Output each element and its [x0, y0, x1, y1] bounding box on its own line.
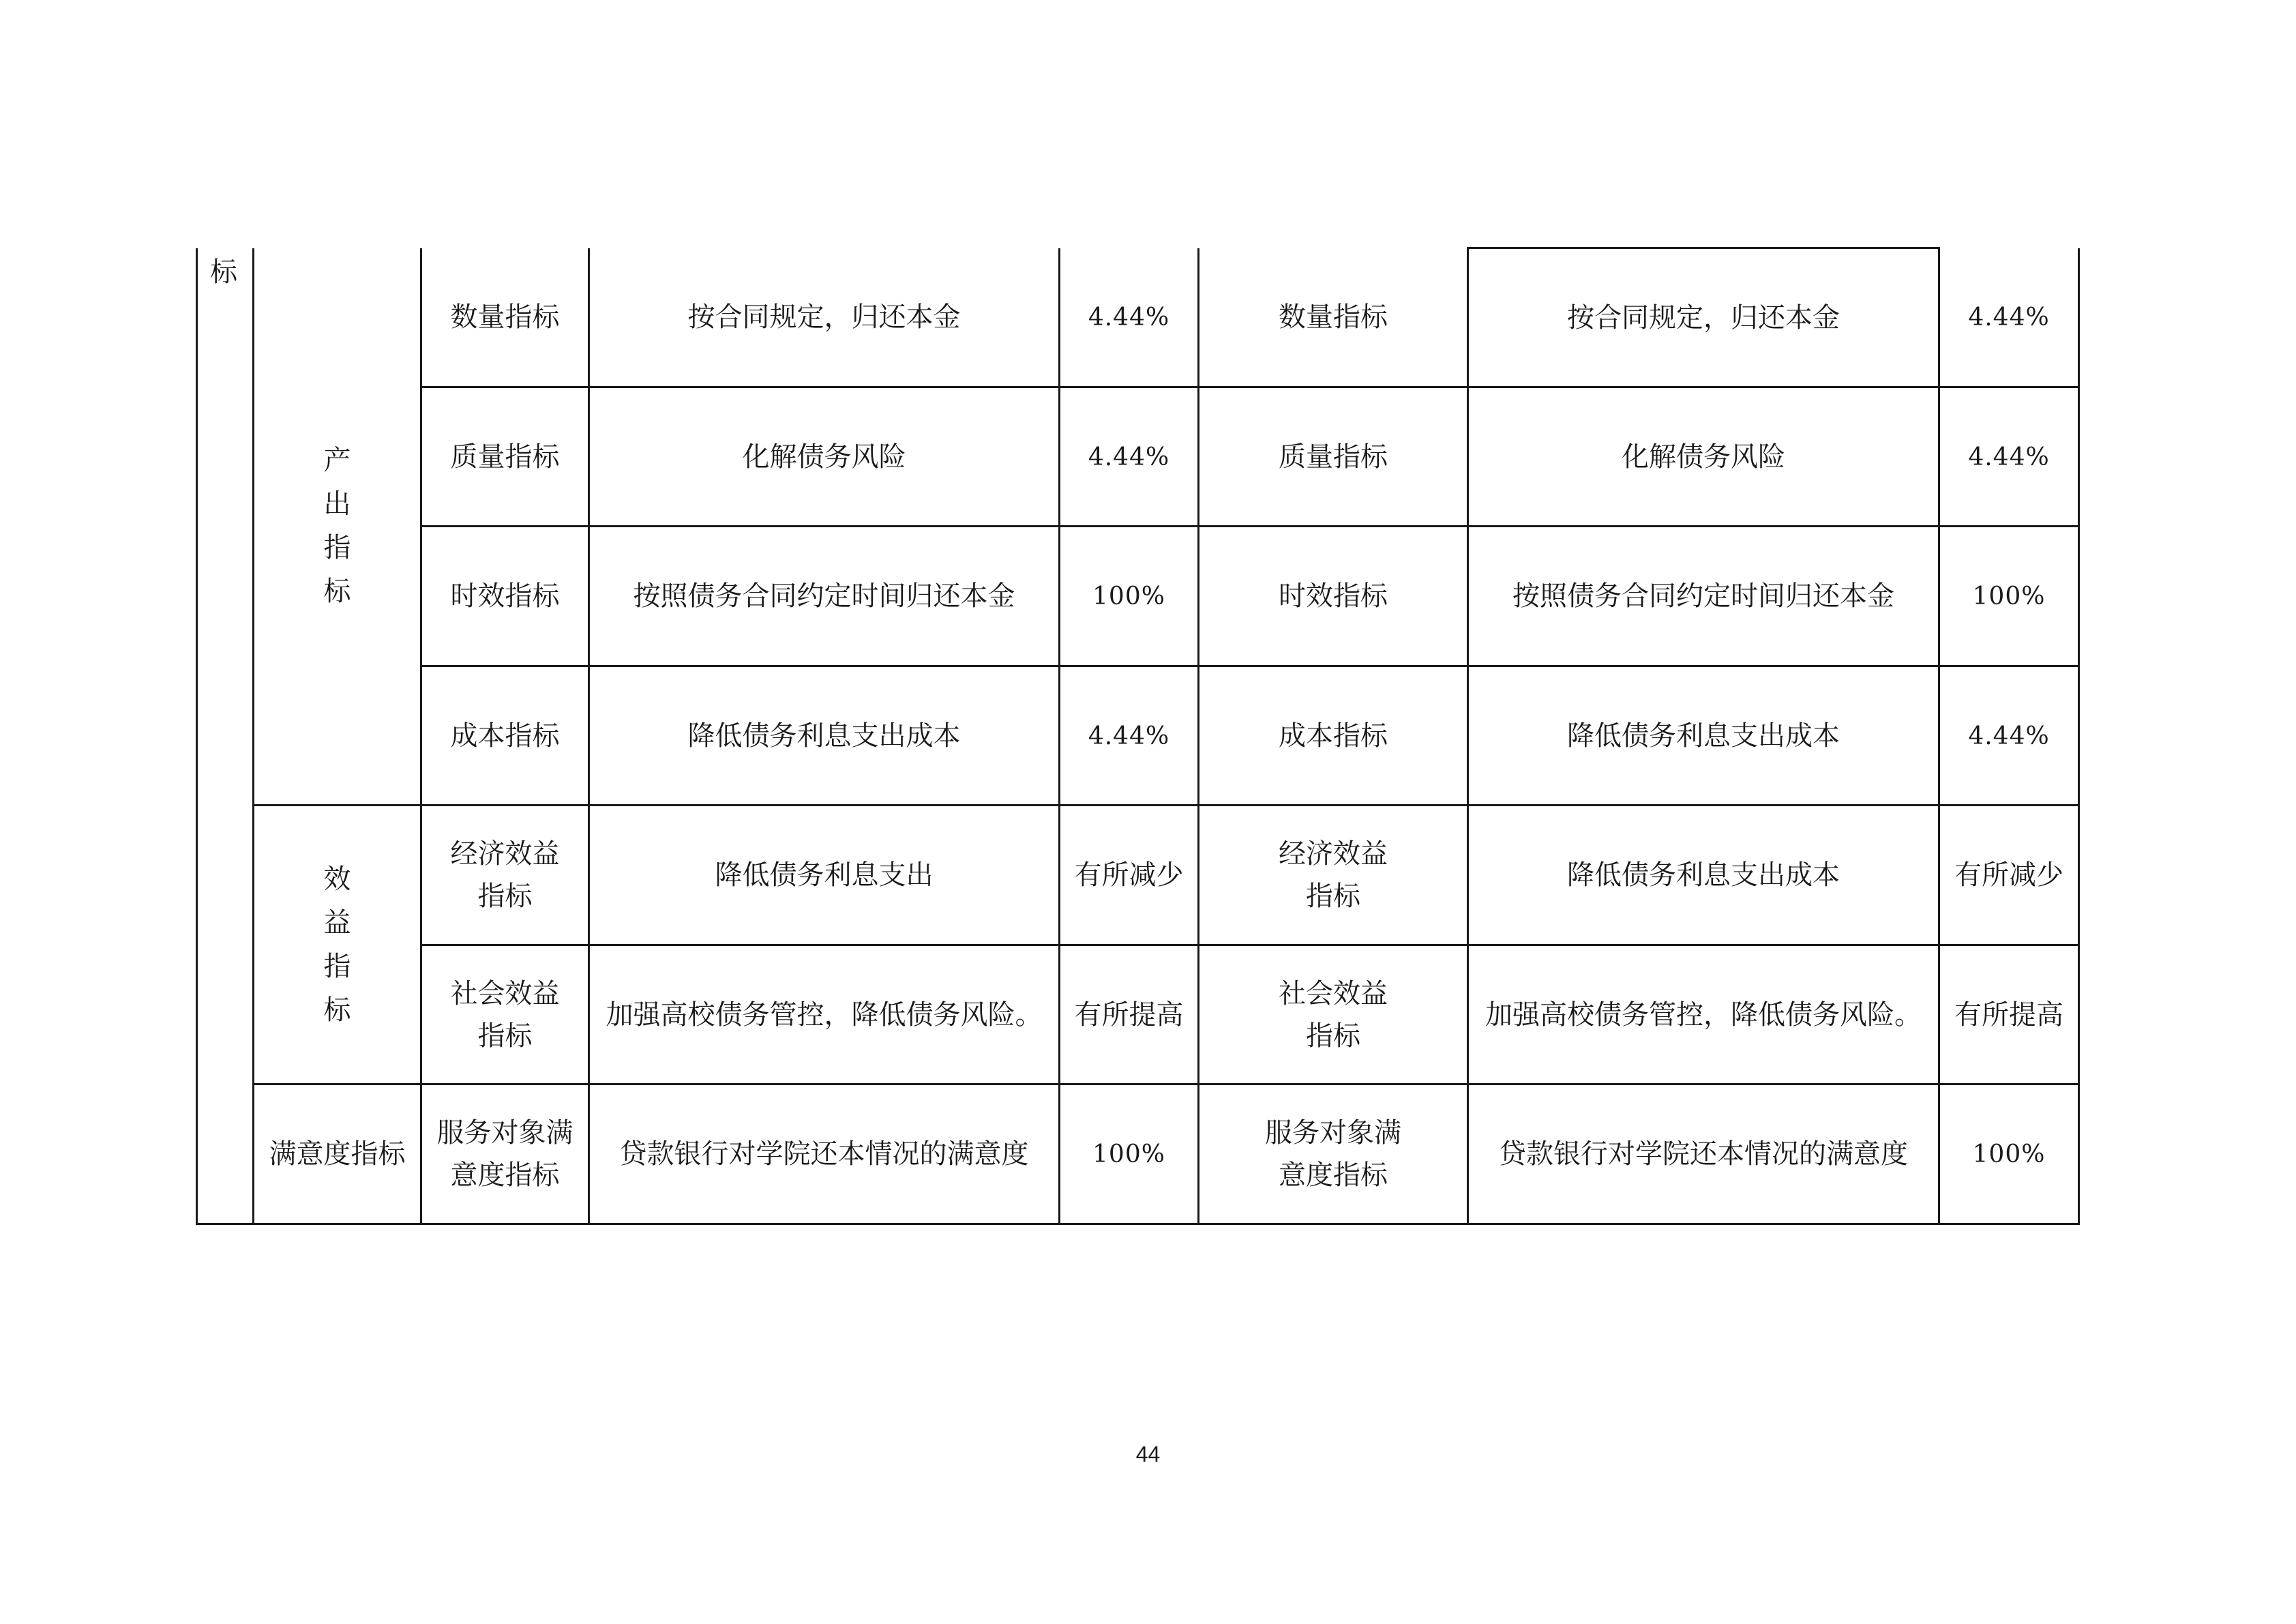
- value-left: 4.44%: [1088, 443, 1170, 471]
- group-output-label: 产出指标: [323, 445, 351, 608]
- indicator-cell: [421, 527, 589, 666]
- indicator-left: 成本指标: [450, 720, 560, 752]
- value-cell: [1060, 527, 1199, 666]
- page-number: 44: [1135, 1442, 1161, 1466]
- indicator-cell: [1199, 248, 1468, 387]
- indicator-cell: [1199, 1084, 1468, 1224]
- content-cell: [589, 666, 1060, 806]
- indicator-cell: [421, 945, 589, 1084]
- indicator-cell: [421, 1084, 589, 1224]
- content-left: 加强高校债务管控，降低债务风险。: [606, 999, 1043, 1031]
- content-left: 降低债务利息支出成本: [687, 720, 961, 752]
- indicator-left: 数量指标: [450, 301, 560, 333]
- indicator-cell: [1199, 945, 1468, 1084]
- value-right: 有所减少: [1954, 859, 2063, 891]
- content-cell: [1468, 945, 1939, 1084]
- indicator-right: 社会效益指标: [1279, 977, 1388, 1052]
- performance-indicator-table: [196, 247, 2080, 1225]
- indicator-left: 服务对象满意度指标: [436, 1117, 573, 1191]
- indicator-right: 数量指标: [1279, 301, 1388, 333]
- value-right: 100%: [1972, 1140, 2046, 1168]
- content-cell: [1468, 806, 1939, 945]
- indicator-cell: [421, 248, 589, 387]
- value-cell: [1060, 806, 1199, 945]
- content-left: 按合同规定，归还本金: [687, 301, 961, 333]
- indicator-cell: [421, 387, 589, 527]
- value-left: 4.44%: [1088, 303, 1170, 331]
- value-left: 4.44%: [1088, 722, 1170, 750]
- content-cell: [589, 387, 1060, 527]
- value-right: 4.44%: [1968, 443, 2050, 471]
- content-left: 化解债务风险: [742, 441, 906, 473]
- indicator-cell: [1199, 806, 1468, 945]
- value-right: 有所提高: [1954, 999, 2063, 1031]
- value-cell: [1939, 248, 2079, 387]
- first-level-indicator-cell: [197, 248, 254, 1224]
- value-cell: [1060, 666, 1199, 806]
- value-cell: [1060, 248, 1199, 387]
- indicator-right: 质量指标: [1279, 441, 1388, 473]
- indicator-cell: [1199, 387, 1468, 527]
- content-right: 化解债务风险: [1622, 441, 1785, 473]
- value-cell: [1060, 1084, 1199, 1224]
- group-benefit-label: 效益指标: [323, 863, 351, 1026]
- indicator-left: 社会效益指标: [450, 977, 560, 1052]
- group-benefit-cell: [254, 806, 421, 1084]
- indicator-left: 质量指标: [450, 441, 560, 473]
- value-cell: [1060, 387, 1199, 527]
- content-cell: [589, 1084, 1060, 1224]
- value-right: 4.44%: [1968, 303, 2050, 331]
- value-cell: [1939, 387, 2079, 527]
- content-cell: [1468, 248, 1939, 387]
- value-cell: [1939, 527, 2079, 666]
- value-cell: [1939, 666, 2079, 806]
- indicator-right: 服务对象满意度指标: [1265, 1117, 1401, 1191]
- content-left: 按照债务合同约定时间归还本金: [633, 580, 1015, 612]
- content-right: 降低债务利息支出成本: [1567, 720, 1840, 752]
- continued-label: 标: [210, 256, 237, 288]
- content-cell: [589, 945, 1060, 1084]
- indicator-cell: [421, 666, 589, 806]
- value-left: 有所减少: [1074, 859, 1184, 891]
- value-cell: [1939, 945, 2079, 1084]
- group-satisfaction-label: 满意度指标: [269, 1138, 406, 1170]
- content-cell: [1468, 387, 1939, 527]
- indicator-cell: [1199, 527, 1468, 666]
- content-right: 按照债务合同约定时间归还本金: [1512, 580, 1894, 612]
- content-cell: [589, 527, 1060, 666]
- indicator-right: 经济效益指标: [1279, 838, 1388, 912]
- content-cell: [1468, 1084, 1939, 1224]
- content-left: 贷款银行对学院还本情况的满意度: [619, 1138, 1029, 1170]
- indicator-cell: [1199, 666, 1468, 806]
- group-satisfaction-cell: [254, 1084, 421, 1224]
- value-left: 100%: [1092, 582, 1165, 610]
- value-cell: [1939, 806, 2079, 945]
- value-right: 100%: [1972, 582, 2046, 610]
- indicator-right: 成本指标: [1279, 720, 1388, 752]
- content-right: 按合同规定，归还本金: [1567, 301, 1840, 334]
- content-left: 降低债务利息支出: [715, 859, 934, 891]
- content-right: 加强高校债务管控，降低债务风险。: [1485, 999, 1922, 1031]
- indicator-left: 经济效益指标: [450, 838, 560, 912]
- indicator-cell: [421, 806, 589, 945]
- indicator-left: 时效指标: [450, 580, 560, 612]
- value-right: 4.44%: [1968, 722, 2050, 750]
- content-right: 降低债务利息支出成本: [1567, 859, 1840, 891]
- group-output-cell: [254, 248, 421, 806]
- value-cell: [1060, 945, 1199, 1084]
- content-cell: [1468, 527, 1939, 666]
- content-cell: [589, 806, 1060, 945]
- content-cell: [1468, 666, 1939, 806]
- content-right: 贷款银行对学院还本情况的满意度: [1499, 1138, 1908, 1170]
- value-cell: [1939, 1084, 2079, 1224]
- value-left: 有所提高: [1074, 999, 1184, 1031]
- value-left: 100%: [1092, 1140, 1165, 1168]
- content-cell: [589, 248, 1060, 387]
- indicator-right: 时效指标: [1279, 580, 1388, 612]
